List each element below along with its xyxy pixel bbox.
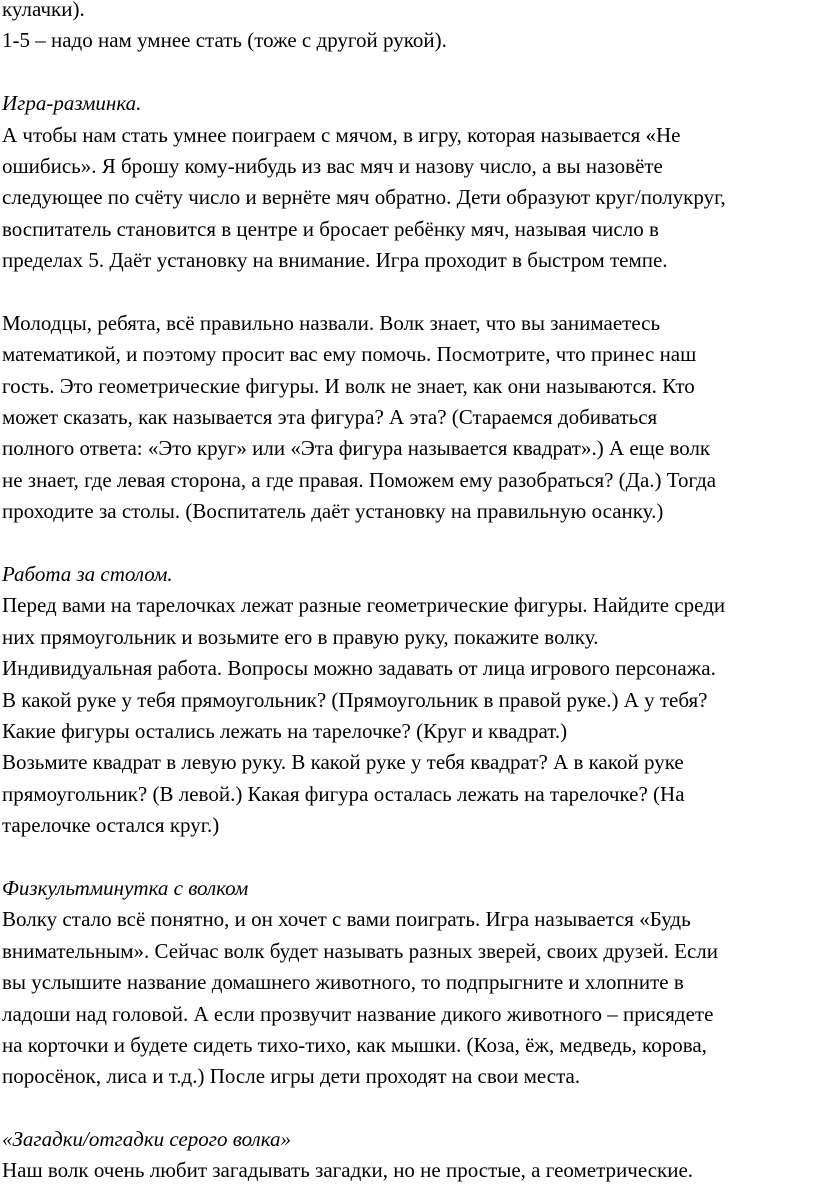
text-line: воспитатель становится в центре и бросает ребёнку мяч, называя число в — [2, 216, 659, 241]
warmup-section — [2, 88, 812, 276]
exercise-section — [2, 873, 812, 1093]
text-line: Возьмите квадрат в левую руку. В какой руке у тебя квадрат? А в какой руке — [2, 750, 684, 775]
section-heading-warmup: Игра-разминка. — [2, 91, 142, 116]
text-line: прямоугольник? (В левой.) Какая фигура осталась лежать на тарелочке? (На — [2, 781, 685, 806]
text-line: поросёнок, лиса и т.д.) После игры дети проходят на свои места. — [2, 1064, 581, 1089]
text-line: тарелочке остался круг.) — [2, 813, 220, 838]
paragraph-spacer — [2, 1093, 812, 1124]
text-line: математикой, и поэтому просит вас ему помочь. Посмотрите, что принес наш — [2, 342, 697, 367]
text-line: пределах 5. Даёт установку на внимание. Игра проходит в быстром темпе. — [2, 248, 668, 273]
paragraph-spacer — [2, 57, 812, 88]
text-line: на корточки и будете сидеть тихо-тихо, как мышки. (Коза, ёж, медведь, корова, — [2, 1032, 707, 1057]
text-line: Перед вами на тарелочках лежат разные геометрические фигуры. Найдите среди — [2, 593, 726, 618]
text-line: Наш волк очень любит загадывать загадки, но не простые, а геометрические. — [2, 1158, 694, 1183]
text-line: полного ответа: «Это круг» или «Эта фигура называется квадрат».) А еще волк — [2, 436, 711, 461]
text-line: В какой руке у тебя прямоугольник? (Прямоугольник в правой руке.) А у тебя? — [2, 687, 708, 712]
text-line: гость. Это геометрические фигуры. И волк не знает, как они называются. Кто — [2, 373, 695, 398]
section-heading-table-work: Работа за столом. — [2, 562, 173, 587]
document-page — [2, 0, 812, 1187]
text-line: Волку стало всё понятно, и он хочет с вами поиграть. Игра называется «Будь — [2, 907, 691, 932]
riddles-section — [2, 1124, 812, 1187]
text-line: А чтобы нам стать умнее поиграем с мячом, в игру, которая называется «Не — [2, 122, 681, 147]
text-line: Какие фигуры остались лежать на тарелочке? (Круг и квадрат.) — [2, 718, 568, 743]
text-line: внимательным». Сейчас волк будет называть разных зверей, своих друзей. Если — [2, 938, 718, 963]
paragraph-spacer — [2, 277, 812, 308]
text-line: проходите за столы. (Воспитатель даёт установку на правильную осанку.) — [2, 499, 664, 524]
text-line: не знает, где левая сторона, а где правая. Поможем ему разобраться? (Да.) Тогда — [2, 467, 717, 492]
text-line: 1-5 – надо нам умнее стать (тоже с другой рукой). — [2, 28, 447, 53]
text-line: Индивидуальная работа. Вопросы можно задавать от лица игрового персонажа. — [2, 656, 716, 681]
table-work-section — [2, 559, 812, 842]
text-line: Молодцы, ребята, всё правильно назвали. Волк знает, что вы занимаетесь — [2, 310, 661, 335]
intro-paragraph — [2, 0, 812, 57]
paragraph-spacer — [2, 842, 812, 873]
text-line: вы услышите название домашнего животного, то подпрыгните и хлопните в — [2, 970, 684, 995]
praise-paragraph — [2, 308, 812, 528]
text-line: следующее по счёту число и вернёте мяч обратно. Дети образуют круг/полукруг, — [2, 185, 726, 210]
text-line: ошибись». Я брошу кому-нибудь из вас мяч и назову число, а вы назовёте — [2, 153, 663, 178]
paragraph-spacer — [2, 528, 812, 559]
section-heading-riddles: «Загадки/отгадки серого волка» — [2, 1127, 292, 1152]
text-line: них прямоугольник и возьмите его в правую руку, покажите волку. — [2, 624, 599, 649]
section-heading-exercise: Физкультминутка с волком — [2, 875, 249, 900]
text-line: кулачки). — [2, 0, 85, 21]
text-line: может сказать, как называется эта фигура? А эта? (Стараемся добиваться — [2, 405, 658, 430]
text-line: ладоши над головой. А если прозвучит название дикого животного – присядете — [2, 1001, 714, 1026]
